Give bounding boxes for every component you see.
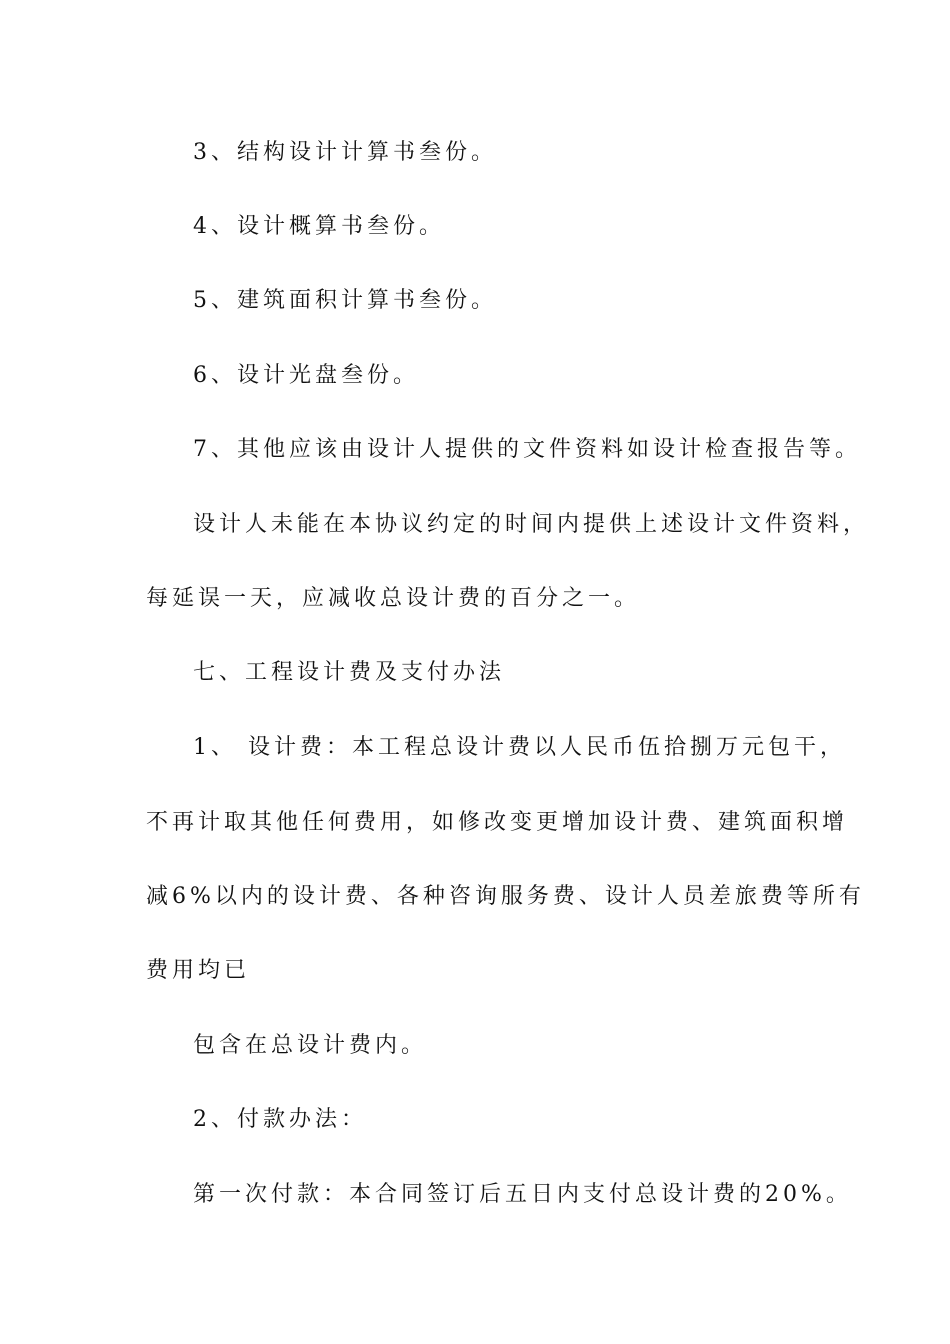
section-heading: 七、工程设计费及支付办法 <box>193 660 506 685</box>
paragraph-line: 第一次付款：本合同签订后五日内支付总设计费的20%。 <box>193 1182 852 1207</box>
paragraph-line: 费用均已 <box>146 958 251 983</box>
paragraph-line: 6、设计光盘叁份。 <box>193 363 419 388</box>
paragraph-line: 包含在总设计费内。 <box>193 1033 428 1058</box>
paragraph-line: 设计人未能在本协议约定的时间内提供上述设计文件资料， <box>193 512 870 537</box>
paragraph-line: 每延误一天，应减收总设计费的百分之一。 <box>146 586 641 611</box>
paragraph-line: 1、 设计费：本工程总设计费以人民币伍拾捌万元包干， <box>193 735 846 760</box>
paragraph-line: 7、其他应该由设计人提供的文件资料如设计检查报告等。 <box>193 437 861 462</box>
paragraph-line: 减6%以内的设计费、各种咨询服务费、设计人员差旅费等所有 <box>146 884 865 909</box>
paragraph-line: 2、付款办法： <box>193 1107 367 1132</box>
paragraph-line: 5、建筑面积计算书叁份。 <box>193 288 497 313</box>
paragraph-line: 3、结构设计计算书叁份。 <box>193 140 497 165</box>
paragraph-line: 4、设计概算书叁份。 <box>193 214 445 239</box>
paragraph-line: 不再计取其他任何费用，如修改变更增加设计费、建筑面积增 <box>146 810 849 835</box>
